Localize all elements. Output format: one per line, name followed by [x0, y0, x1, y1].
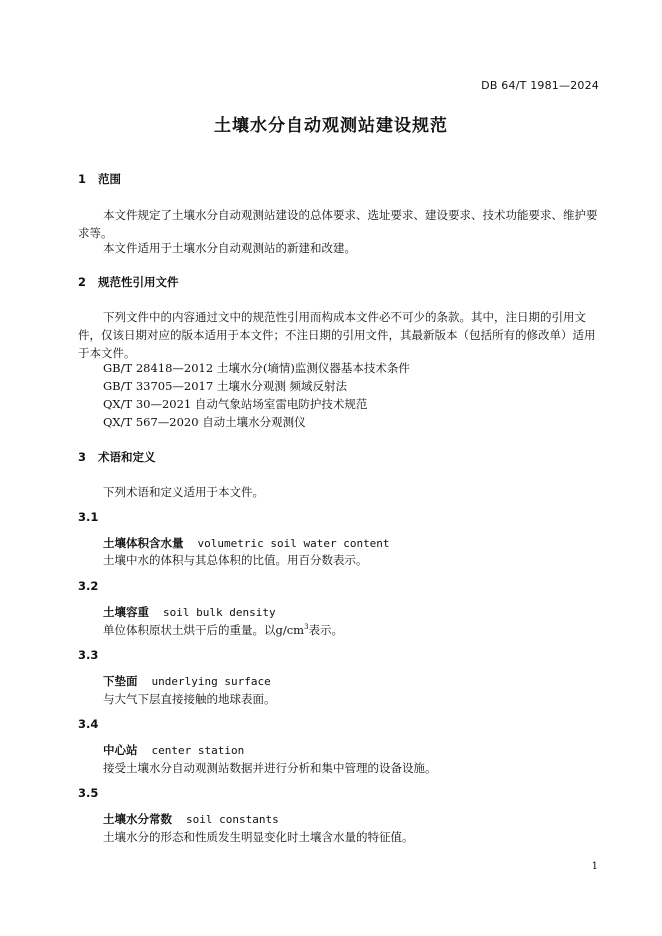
reference-item: QX/T 567—2020 自动土壤水分观测仪 — [103, 415, 306, 429]
section-number: 1 — [78, 172, 87, 186]
section-1-heading — [78, 171, 121, 187]
section-1-paragraph-2: 本文件适用于土壤水分自动观测站的新建和改建。 — [103, 241, 356, 255]
term-zh: 中心站 — [103, 743, 138, 757]
section-title: 规范性引用文件 — [98, 275, 179, 289]
section-title: 术语和定义 — [98, 450, 156, 464]
term-zh: 土壤容重 — [103, 605, 149, 619]
section-number: 3 — [78, 450, 87, 464]
term-number: 3.1 — [78, 510, 99, 524]
term-heading — [103, 604, 276, 620]
standard-code: DB 64/T 1981—2024 — [481, 79, 599, 92]
reference-item: QX/T 30—2021 自动气象站场室雷电防护技术规范 — [103, 397, 368, 411]
term-definition: 接受土壤水分自动观测站数据并进行分析和集中管理的设备设施。 — [103, 761, 437, 775]
term-heading — [103, 811, 279, 827]
definition-text: 单位体积原状土烘干后的重量。以g/cm — [103, 623, 305, 637]
term-number: 3.5 — [78, 786, 99, 800]
section-2-heading — [78, 274, 179, 290]
term-zh: 土壤水分常数 — [103, 812, 172, 826]
reference-item: GB/T 28418—2012 土壤水分(墒情)监测仪器基本技术条件 — [103, 361, 410, 375]
term-en: soil bulk density — [163, 606, 276, 619]
term-zh: 土壤体积含水量 — [103, 536, 184, 550]
term-definition: 与大气下层直接接触的地球表面。 — [103, 692, 276, 706]
term-en: center station — [151, 744, 245, 757]
term-definition — [103, 622, 343, 638]
term-definition: 土壤中水的体积与其总体积的比值。用百分数表示。 — [103, 553, 368, 567]
term-heading — [103, 535, 390, 551]
section-2-paragraph-1: 下列文件中的内容通过文中的规范性引用而构成本文件必不可少的条款。其中，注日期的引用文件，仅该日期对应的版本适用于本文件；不注日期的引用文件，其最新版本（包括所有的修改单）适用于本文件。 — [78, 310, 596, 360]
document-title: 土壤水分自动观测站建设规范 — [214, 116, 448, 136]
term-number: 3.4 — [78, 717, 99, 731]
term-heading — [103, 742, 244, 758]
term-en: soil constants — [186, 813, 279, 826]
term-zh: 下垫面 — [103, 674, 138, 688]
term-en: volumetric soil water content — [197, 537, 390, 550]
page-number: 1 — [591, 861, 598, 872]
term-definition: 土壤水分的形态和性质发生明显变化时土壤含水量的特征值。 — [103, 830, 414, 844]
reference-item: GB/T 33705—2017 土壤水分观测 频域反射法 — [103, 379, 347, 393]
term-en: underlying surface — [151, 675, 271, 688]
section-1-paragraph-1: 本文件规定了土壤水分自动观测站建设的总体要求、选址要求、建设要求、技术功能要求、维护要求等。 — [78, 208, 598, 240]
section-title: 范围 — [98, 172, 121, 186]
section-3-heading — [78, 449, 156, 465]
term-number: 3.3 — [78, 648, 99, 662]
superscript: 3 — [304, 623, 309, 632]
section-number: 2 — [78, 275, 87, 289]
section-3-paragraph-1: 下列术语和定义适用于本文件。 — [103, 485, 264, 499]
term-number: 3.2 — [78, 579, 99, 593]
term-heading — [103, 673, 271, 689]
definition-text: 表示。 — [308, 623, 344, 637]
